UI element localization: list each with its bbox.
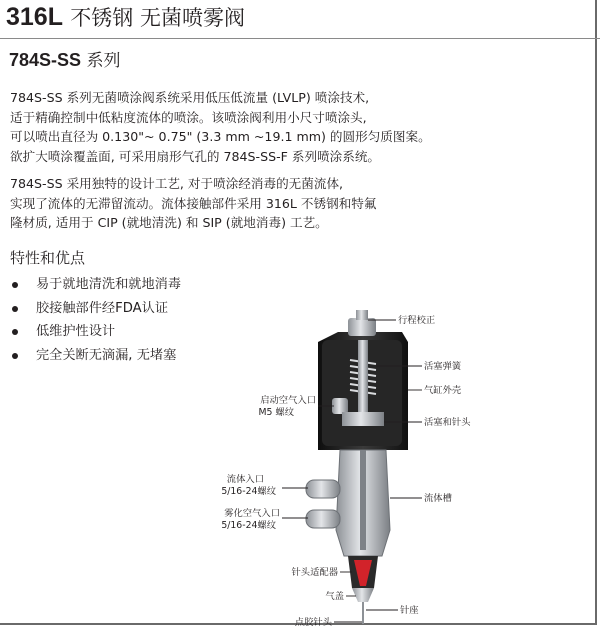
subtitle-code: 784S-SS	[9, 50, 82, 70]
features-heading: 特性和优点	[10, 249, 86, 267]
label-piston-needle: 活塞和针头	[424, 417, 471, 428]
label-m5-thread: M5 螺纹	[258, 407, 294, 418]
label-needle-adapter: 针头适配器	[291, 567, 338, 578]
feature-item: 低维护性设计	[12, 322, 181, 346]
page-title	[6, 2, 245, 33]
label-fluid-inlet-thread: 5/16-24螺纹	[221, 486, 276, 497]
intro-paragraph	[10, 88, 431, 166]
design-line: 隆材质, 适用于 CIP (就地清洗) 和 SIP (就地消毒) 工艺。	[10, 215, 328, 230]
design-paragraph	[10, 174, 377, 233]
intro-line: 784S-SS 系列无菌喷涂阀系统采用低压低流量 (LVLP) 喷涂技术,	[10, 90, 370, 105]
intro-line: 可以喷出直径为 0.130"~ 0.75" (3.3 mm ~19.1 mm) 的圆形匀质图案。	[10, 129, 431, 144]
label-air-cap: 气盖	[325, 591, 344, 602]
valve-stem	[358, 340, 368, 420]
air-cap	[352, 588, 374, 602]
valve-cutaway-diagram	[210, 310, 500, 626]
label-needle-seat: 针座	[400, 605, 419, 616]
atomizing-air-fitting	[306, 510, 340, 528]
subtitle-text: 系列	[86, 51, 121, 71]
fluid-inlet-fitting	[306, 480, 340, 498]
label-piston-spring: 活塞弹簧	[424, 361, 462, 372]
title-text: 不锈钢 无菌喷雾阀	[70, 6, 245, 30]
label-stroke-adjust: 行程校正	[398, 315, 436, 326]
dispensing-needle	[362, 602, 364, 624]
needle-adapter	[348, 556, 378, 588]
label-start-air-inlet: 启动空气入口	[260, 395, 316, 406]
features-list	[12, 275, 181, 369]
series-subtitle	[9, 48, 120, 73]
label-dispensing-needle: 点胶针头	[294, 617, 332, 626]
feature-item: 完全关断无滴漏, 无堵塞	[12, 346, 181, 370]
fluid-body	[336, 450, 390, 556]
label-atomizing-air-inlet: 雾化空气入口	[224, 508, 280, 519]
label-fluid-inlet: 流体入口	[226, 474, 264, 485]
title-divider	[0, 38, 600, 39]
intro-line: 适于精确控制中低粘度流体的喷涂。该喷涂阀利用小尺寸喷涂头,	[10, 109, 367, 125]
feature-item: 易于就地清洗和就地消毒	[12, 275, 181, 299]
label-fluid-chamber: 流体槽	[424, 493, 452, 504]
design-line: 实现了流体的无滞留流动。流体接触部件采用 316L 不锈钢和特氟	[10, 195, 377, 211]
intro-line: 欲扩大喷涂覆盖面, 可采用扇形气孔的 784S-SS-F 系列喷涂系统。	[10, 148, 381, 164]
stroke-adjust-knob	[348, 310, 376, 336]
start-air-port	[332, 398, 348, 414]
label-atomizing-air-thread: 5/16-24螺纹	[221, 520, 276, 531]
feature-item: 胶接触部件经FDA认证	[12, 299, 181, 323]
label-cylinder-housing: 气缸外壳	[424, 385, 462, 396]
piston	[342, 412, 384, 426]
title-code: 316L	[6, 3, 63, 31]
design-line: 784S-SS 采用独特的设计工艺, 对于喷涂经消毒的无菌流体,	[10, 176, 344, 191]
